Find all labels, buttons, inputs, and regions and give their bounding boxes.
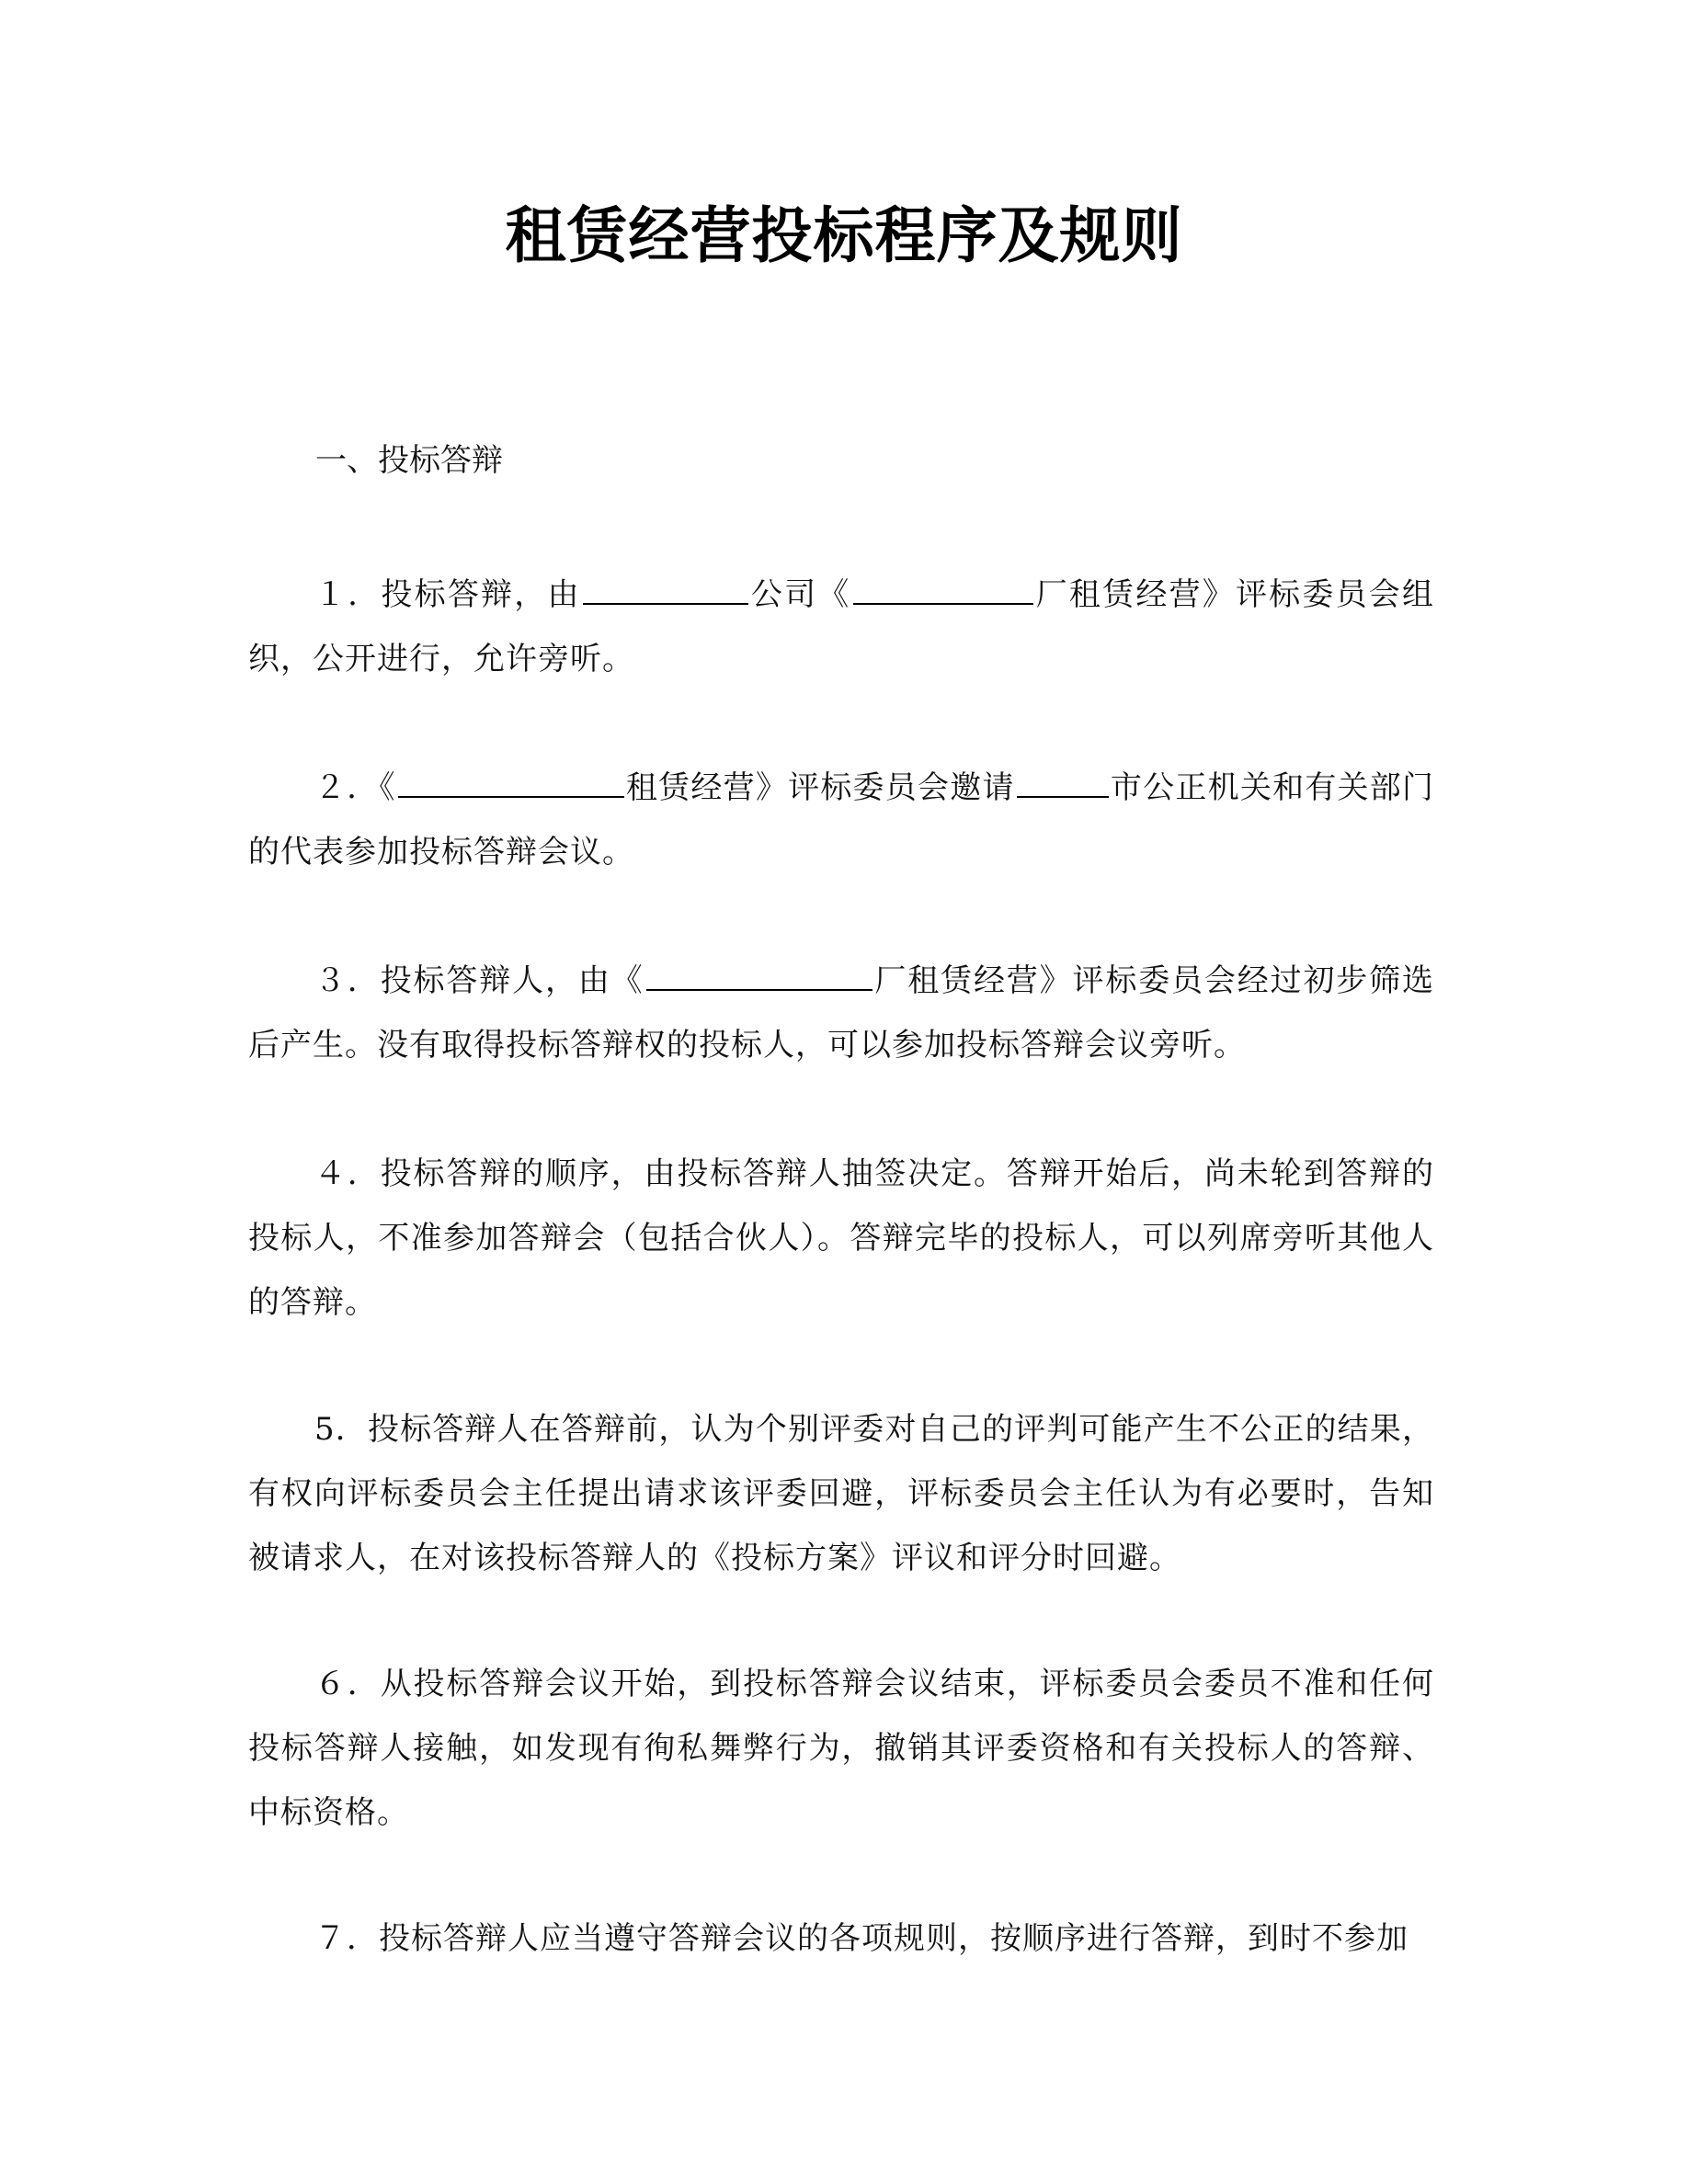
paragraph-item-7: ７．投标答辩人应当遵守答辩会议的各项规则，按顺序进行答辩，到时不参加 [314, 1920, 1409, 1957]
section-heading: 一、投标答辩 [315, 442, 503, 479]
paragraph-text: 厂租赁经营》评标委员会组织，公开进行，允许旁听。 [248, 576, 1435, 677]
paragraph-item-4: ４．投标答辩的顺序，由投标答辩人抽签决定。答辩开始后，尚未轮到答辩的投标人，不准参加答辩会（包括合伙人）。答辩完毕的投标人，可以列席旁听其他人的答辩。 [248, 1155, 1434, 1321]
paragraph-text: 租赁经营》评标委员会邀请 [625, 769, 1015, 806]
fill-in-blank [398, 768, 624, 798]
paragraph-item-2 [248, 756, 1434, 884]
paragraph-item-6: ６．从投标答辩会议开始，到投标答辩会议结束，评标委员会委员不准和任何投标答辩人接触，如发现有徇私舞弊行为，撤销其评委资格和有关投标人的答辩、中标资格。 [248, 1666, 1434, 1831]
paragraph-text: 厂租赁经营》评标委员会经过初步筛选后产生。没有取得投标答辩权的投标人，可以参加投标答辩会议旁听。 [248, 962, 1435, 1064]
fill-in-blank [583, 575, 748, 605]
fill-in-blank [646, 961, 873, 991]
fill-in-blank [853, 575, 1033, 605]
fill-in-blank [1017, 768, 1109, 798]
paragraph-item-5: 5．投标答辩人在答辩前，认为个别评委对自己的评判可能产生不公正的结果，有权向评标委员会主任提出请求该评委回避，评标委员会主任认为有必要时，告知被请求人，在对该投标答辩人的《投标方案》评议和评分时回避。 [248, 1411, 1434, 1576]
document-title: 租赁经营投标程序及规则 [505, 200, 1183, 271]
paragraph-item-1 [248, 563, 1434, 691]
paragraph-text: 市公正机关和有关部门的代表参加投标答辩会议。 [248, 769, 1435, 870]
paragraph-item-3 [248, 949, 1434, 1077]
paragraph-text: 公司《 [749, 576, 851, 613]
paragraph-text: ３．投标答辩人，由《 [314, 962, 644, 999]
paragraph-text: １．投标答辩，由 [314, 576, 581, 613]
paragraph-text: ２．《 [314, 769, 396, 806]
